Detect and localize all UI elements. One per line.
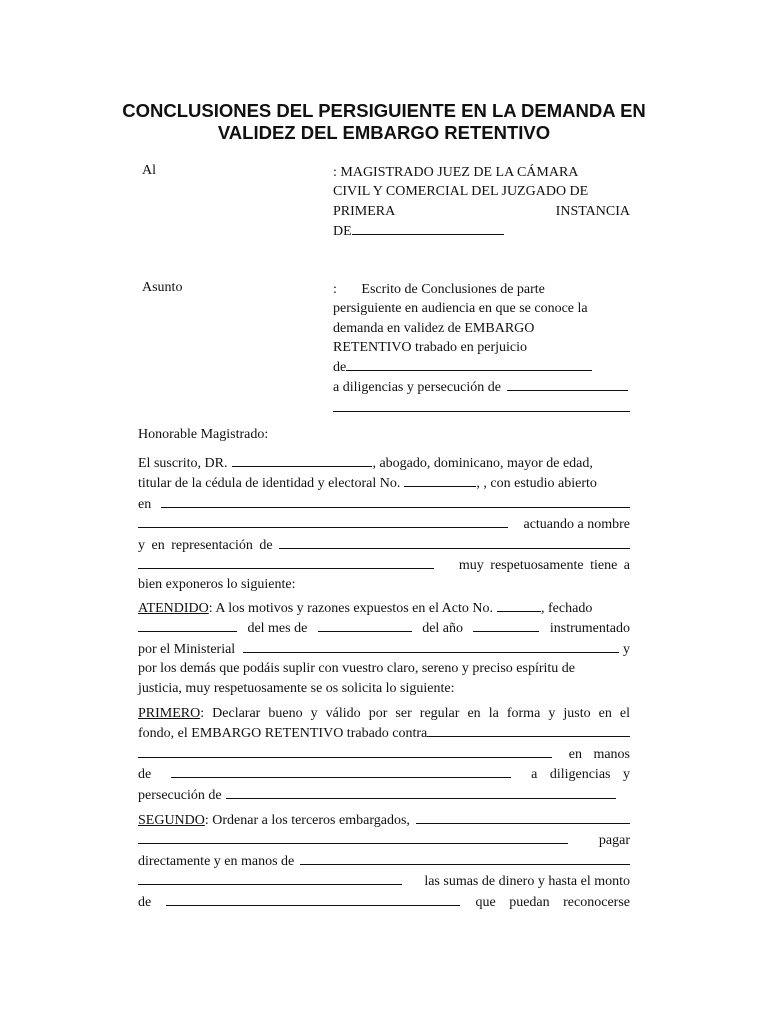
intro-text: actuando a nombre [523,517,630,533]
primero-heading: PRIMERO [138,706,201,721]
segundo-text: pagar [598,833,630,849]
al-line: CIVIL Y COMERCIAL DEL JUZGADO DE [333,184,589,200]
atendido-line [138,618,630,638]
title-line-2: VALIDEZ DEL EMBARGO RETENTIVO [217,122,551,143]
primero-text: fondo, el EMBARGO RETENTIVO trabado contra [138,726,428,742]
primero-text: de [138,767,152,783]
intro-text: titular de la cédula de identidad y electoral No. [138,476,401,492]
atendido-text: , fechado [541,601,593,616]
asunto-persecucion: a diligencias y persecución de [333,380,501,396]
primero-paragraph [138,704,630,805]
segundo-line [138,851,630,871]
segundo-text: de [138,894,152,910]
intro-line [138,535,630,555]
atendido-line: justicia, muy respetuosamente se os solicita lo siguiente: [138,680,455,696]
atendido-text: por el Ministerial [138,641,236,657]
blank-field [318,618,412,632]
primero-line [138,744,630,764]
segundo-line [138,830,630,850]
al-line [333,202,630,221]
intro-text: y en representación de [138,537,273,553]
blank-field [279,535,630,549]
atendido-line: por los demás que podáis suplir con vuestro claro, sereno y preciso espíritu de [138,661,576,677]
atendido-paragraph [138,598,630,698]
intro-text: , abogado, dominicano, mayor de edad, [372,456,593,471]
blank-field [138,555,434,569]
segundo-heading: SEGUNDO [138,813,205,828]
blank-field [352,221,504,235]
intro-paragraph [138,453,630,595]
blank-field [300,851,630,865]
intro-line [138,453,630,473]
segundo-paragraph [138,810,630,912]
atendido-text: del mes de [247,621,308,637]
blank-field [232,453,372,467]
primero-text: a diligencias y [531,767,630,783]
blank-field [226,785,616,799]
blank-field [138,744,552,758]
primero-line [138,704,630,723]
blank-field [243,639,619,653]
al-line [333,221,630,241]
segundo-text: directamente y en manos de [138,853,295,869]
blank-field [416,810,630,824]
asunto-de: de [333,360,347,376]
atendido-text: : A los motivos y razones expuestos en el Acto No. [208,601,494,616]
blank-field [138,618,237,632]
atendido-text: del año [422,621,464,637]
asunto-text [333,280,630,412]
blank-field [346,357,592,371]
blank-field [138,871,402,885]
title-line-1: CONCLUSIONES DEL PERSIGUIENTE EN LA DEMANDA EN [122,100,646,121]
blank-field [166,892,460,906]
atendido-text: instrumentado [549,621,630,637]
intro-text: muy respetuosamente tiene a [458,558,630,574]
intro-text: , , con estudio abierto [476,476,597,492]
asunto-label: Asunto [142,280,183,295]
primero-line [138,764,630,784]
blank-field [404,473,476,487]
atendido-line [138,598,630,618]
segundo-line [138,871,630,891]
al-label: Al [142,163,156,178]
atendido-heading: ATENDIDO [138,601,209,616]
document-title [120,100,648,144]
asunto-line: persiguiente en audiencia en que se conoce la [333,301,588,317]
al-line: : MAGISTRADO JUEZ DE LA CÁMARA [333,165,579,180]
asunto-line [333,398,630,412]
asunto-line: demanda en validez de EMBARGO [333,320,535,336]
intro-line [138,555,630,575]
al-line-de: DE [333,223,352,239]
al-line-word: PRIMERA [333,203,396,219]
primero-line [138,785,630,805]
blank-field [473,618,539,632]
intro-line [138,514,630,534]
segundo-text: que puedan reconocerse [475,894,630,910]
blank-field [138,830,568,844]
blank-field [333,398,630,412]
blank-field [161,494,630,508]
intro-line [138,473,630,493]
blank-field [497,598,541,612]
intro-line: bien exponeros lo siguiente: [138,577,296,593]
primero-text: persecución de [138,787,222,803]
blank-field [507,377,628,391]
primero-text: en manos [568,746,630,762]
asunto-line [333,377,630,397]
asunto-line: : Escrito de Conclusiones de parte [333,282,545,297]
asunto-line [333,357,630,377]
atendido-line [138,639,630,659]
segundo-text: las sumas de dinero y hasta el monto [424,874,630,890]
primero-line [138,723,630,743]
al-recipient [333,163,630,241]
segundo-text: : Ordenar a los terceros embargados, [204,813,410,828]
primero-text: : Declarar bueno y válido por ser regular en la forma y justo en el [200,706,630,721]
atendido-text: y [623,641,630,657]
asunto-line: RETENTIVO trabado en perjuicio [333,339,527,355]
intro-line [138,494,630,514]
blank-field [427,723,630,737]
intro-text: en [138,496,152,512]
segundo-line [138,810,630,830]
blank-field [171,764,511,778]
greeting: Honorable Magistrado: [138,427,269,442]
al-line-word: INSTANCIA [555,203,630,219]
blank-field [138,514,508,528]
segundo-line [138,892,630,912]
intro-text: El suscrito, DR. [138,456,228,471]
